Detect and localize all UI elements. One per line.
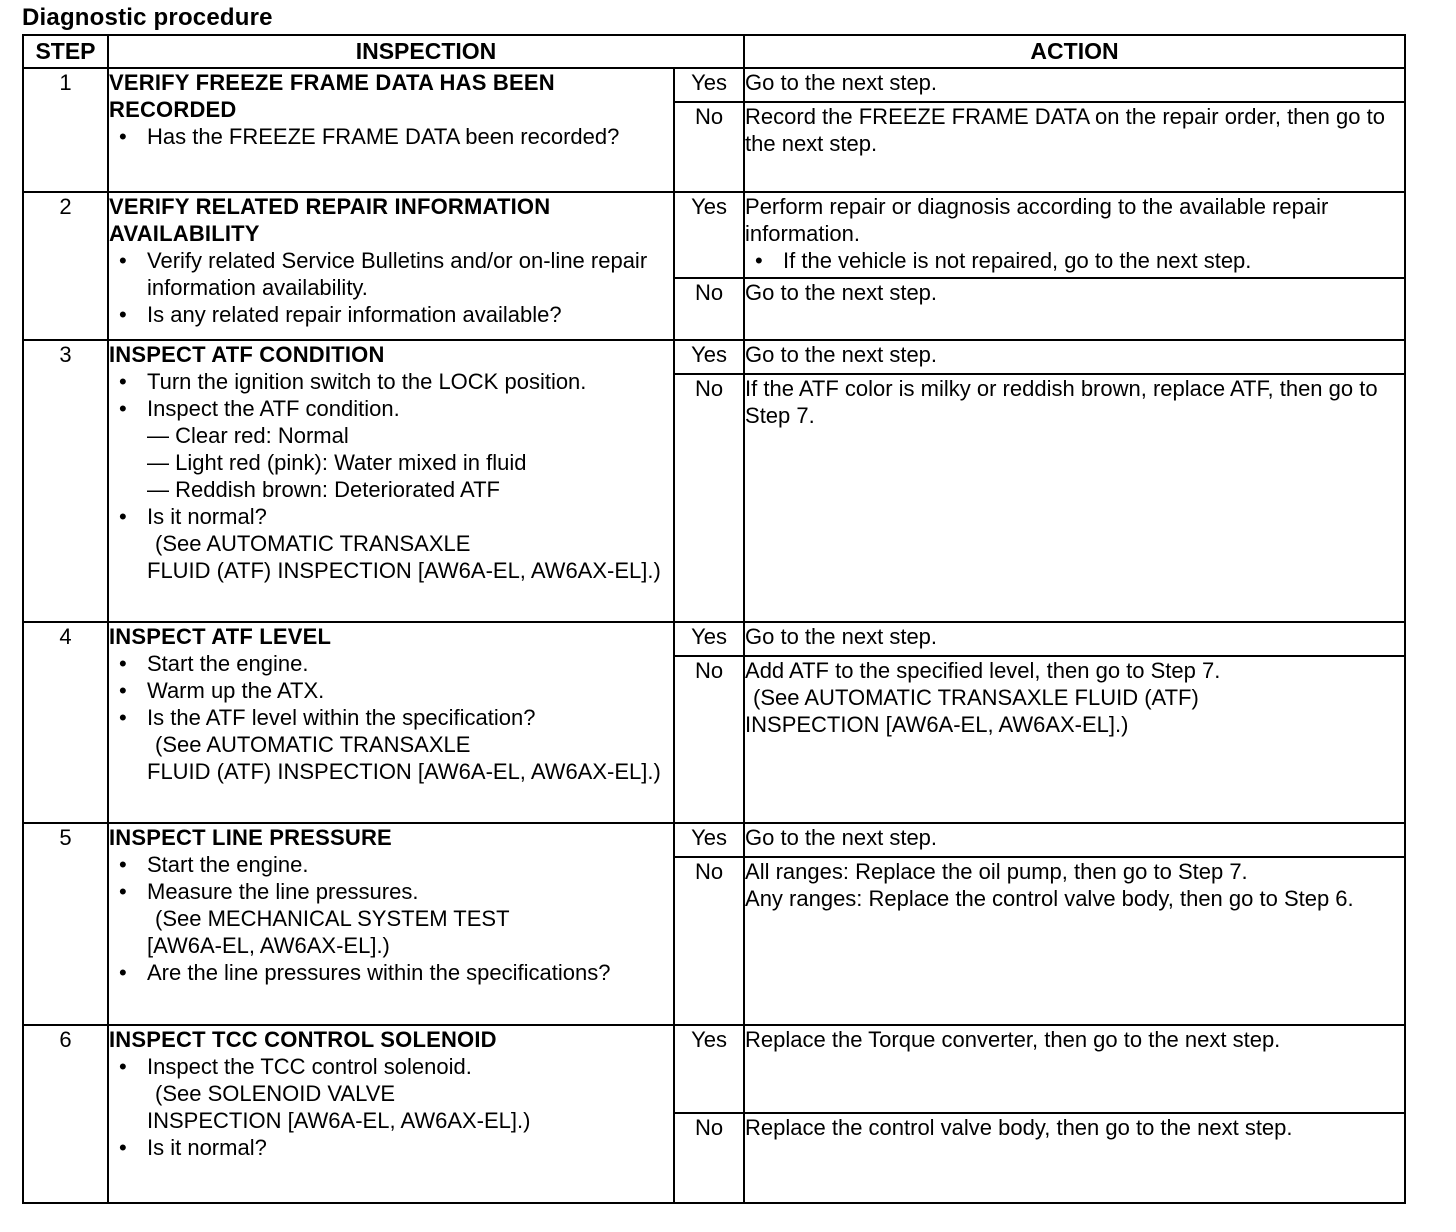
inspection-bullet (109, 1053, 673, 1134)
no-label: No (674, 374, 744, 622)
inspection-bullet: • Verify related Service Bulletins and/or on-line repair information availability. (109, 247, 673, 301)
no-label: No (674, 656, 744, 822)
inspection-question: • Is the ATF level within the specification? (147, 705, 536, 731)
yes-label: Yes (674, 192, 744, 278)
yes-action: Go to the next step. (744, 340, 1405, 374)
reference-line: (See MECHANICAL SYSTEM TEST (155, 905, 510, 931)
inspection-heading: INSPECT ATF LEVEL (109, 624, 332, 650)
inspection-heading: VERIFY FREEZE FRAME DATA HAS BEEN RECORDED (109, 70, 555, 122)
table-row (23, 192, 1405, 278)
yes-action-bullet: • If the vehicle is not repaired, go to the next step. (745, 247, 1404, 274)
inspection-cell (108, 68, 674, 192)
reference-line: FLUID (ATF) INSPECTION [AW6A-EL, AW6AX-EL].) (147, 558, 661, 584)
no-label: No (674, 857, 744, 1025)
yes-action: Go to the next step. (744, 823, 1405, 857)
step-number: 2 (23, 192, 108, 340)
inspection-heading: INSPECT TCC CONTROL SOLENOID (109, 1026, 497, 1052)
inspection-cell (108, 823, 674, 1025)
no-label: No (674, 1113, 744, 1203)
table-row (23, 823, 1405, 857)
yes-action: Replace the Torque converter, then go to the next step. (744, 1025, 1405, 1113)
inspection-bullet: • Turn the ignition switch to the LOCK position. (109, 368, 673, 395)
header-row (23, 35, 1405, 68)
no-label: No (674, 278, 744, 340)
reference-line: [AW6A-EL, AW6AX-EL].) (147, 932, 390, 958)
no-action-cell (744, 656, 1405, 822)
inspection-question: • Is it normal? (147, 504, 267, 530)
reference-line: (See AUTOMATIC TRANSAXLE (155, 732, 471, 758)
reference-line: (See SOLENOID VALVE (155, 1080, 396, 1106)
reference-line: INSPECTION [AW6A-EL, AW6AX-EL].) (745, 712, 1129, 738)
no-action: Go to the next step. (744, 278, 1405, 340)
no-action: Replace the control valve body, then go to the next step. (744, 1113, 1405, 1203)
inspection-cell (108, 1025, 674, 1203)
inspection-heading: INSPECT LINE PRESSURE (109, 824, 392, 850)
no-action: If the ATF color is milky or reddish brown, replace ATF, then go to Step 7. (744, 374, 1405, 622)
inspection-bullet: • Are the line pressures within the specifications? (109, 959, 673, 986)
inspection-bullet: • Has the FREEZE FRAME DATA been recorded? (109, 123, 673, 150)
yes-label: Yes (674, 1025, 744, 1113)
inspection-bullet: • Is it normal? (109, 1134, 673, 1161)
inspection-bullet-text: • Inspect the TCC control solenoid. (147, 1053, 472, 1079)
yes-action: Go to the next step. (744, 622, 1405, 656)
reference-line: FLUID (ATF) INSPECTION [AW6A-EL, AW6AX-EL].) (147, 759, 661, 785)
inspection-bullet (109, 395, 673, 503)
yes-label: Yes (674, 68, 744, 102)
step-number: 4 (23, 622, 108, 822)
header-inspection: INSPECTION (108, 35, 744, 68)
inspection-bullet-text: • Inspect the ATF condition. (147, 396, 400, 422)
inspection-bullet: • Is any related repair information available? (109, 301, 673, 328)
reference-line: (See AUTOMATIC TRANSAXLE (155, 531, 471, 557)
no-action: Add ATF to the specified level, then go to Step 7. (745, 658, 1221, 684)
reference-line: (See AUTOMATIC TRANSAXLE FLUID (ATF) (753, 685, 1199, 711)
inspection-heading: VERIFY RELATED REPAIR INFORMATION AVAILABILITY (109, 194, 551, 247)
table-row (23, 622, 1405, 656)
inspection-bullet: • Start the engine. (109, 650, 673, 677)
yes-action: Perform repair or diagnosis according to the available repair information. (745, 194, 1329, 247)
step-number: 3 (23, 340, 108, 622)
reference-line: INSPECTION [AW6A-EL, AW6AX-EL].) (147, 1107, 531, 1133)
step-number: 5 (23, 823, 108, 1025)
inspection-bullet (109, 704, 673, 785)
table-row (23, 1025, 1405, 1113)
condition-line: — Clear red: Normal (147, 423, 349, 449)
condition-line: — Light red (pink): Water mixed in fluid (147, 450, 527, 476)
inspection-bullet (109, 878, 673, 959)
no-action: All ranges: Replace the oil pump, then go to Step 7. (745, 858, 1248, 884)
inspection-heading: INSPECT ATF CONDITION (109, 342, 385, 368)
table-row (23, 68, 1405, 102)
document-title: Diagnostic procedure (22, 4, 273, 31)
header-action: ACTION (744, 35, 1405, 68)
no-label: No (674, 102, 744, 192)
inspection-bullet (109, 503, 673, 584)
inspection-bullet: • Start the engine. (109, 851, 673, 878)
yes-action-cell (744, 192, 1405, 278)
inspection-bullet: • Warm up the ATX. (109, 677, 673, 704)
no-action-cell (744, 857, 1405, 1025)
yes-label: Yes (674, 823, 744, 857)
yes-label: Yes (674, 622, 744, 656)
inspection-bullet-text: • Measure the line pressures. (147, 878, 419, 904)
step-number: 1 (23, 68, 108, 192)
header-step: STEP (23, 35, 108, 68)
yes-label: Yes (674, 340, 744, 374)
inspection-cell (108, 622, 674, 822)
inspection-cell (108, 340, 674, 622)
inspection-cell (108, 192, 674, 340)
no-action: Any ranges: Replace the control valve body, then go to Step 6. (745, 885, 1354, 911)
table-row (23, 340, 1405, 374)
yes-action: Go to the next step. (744, 68, 1405, 102)
step-number: 6 (23, 1025, 108, 1203)
no-action: Record the FREEZE FRAME DATA on the repair order, then go to the next step. (744, 102, 1405, 192)
condition-line: — Reddish brown: Deteriorated ATF (147, 477, 500, 503)
diagnostic-procedure-table (22, 34, 1406, 1204)
